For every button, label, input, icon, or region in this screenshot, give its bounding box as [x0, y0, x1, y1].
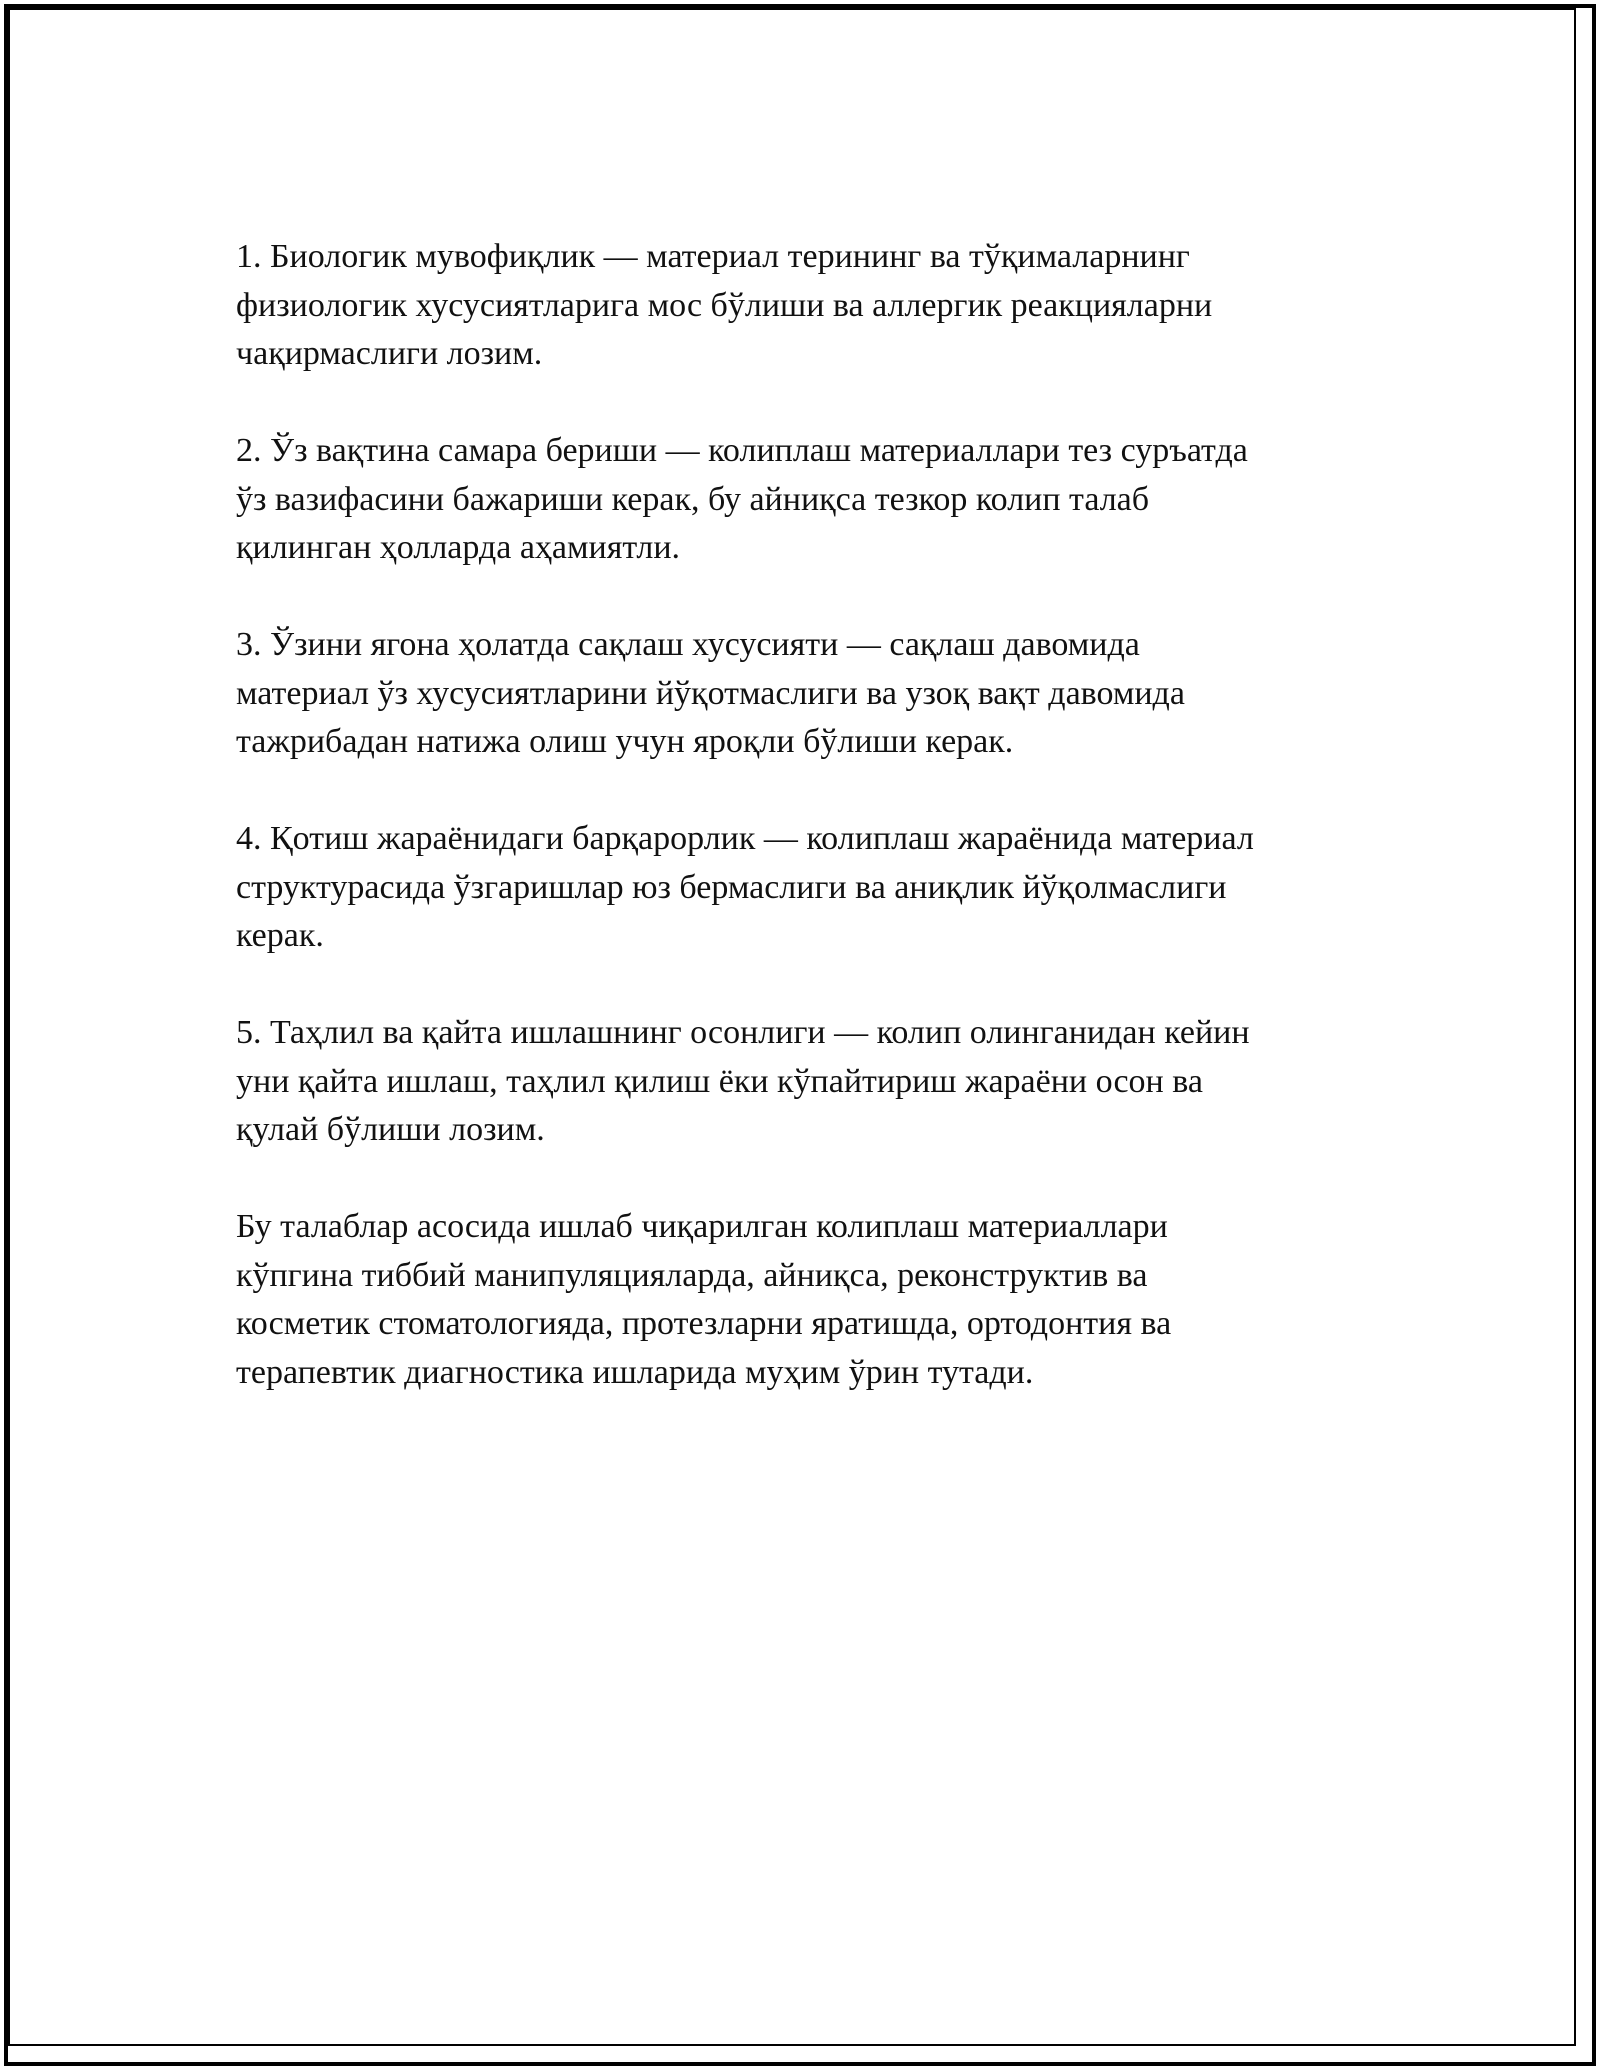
- text-line: Бу талаблар асосида ишлаб чиқарилган колиплаш материаллари: [236, 1208, 1168, 1245]
- text-line: қулай бўлиши лозим.: [236, 1111, 545, 1148]
- text-line: тажрибадан натижа олиш учун яроқли бўлиши керак.: [236, 723, 1014, 760]
- text-line: 5. Таҳлил ва қайта ишлашнинг осонлиги — колип олинганидан кейин: [236, 1014, 1250, 1051]
- text-line: керак.: [236, 917, 324, 954]
- text-line: 2. Ўз вақтина самара бериши — колиплаш материаллари тез суръатда: [236, 432, 1248, 469]
- paragraph-requirement-3: [236, 621, 1356, 767]
- text-line: кўпгина тиббий манипуляцияларда, айниқса, реконструктив ва: [236, 1256, 1148, 1294]
- paragraph-requirement-1: [236, 233, 1356, 379]
- text-line: уни қайта ишлаш, таҳлил қилиш ёки кўпайтириш жараёни осон ва: [236, 1062, 1203, 1100]
- text-line: косметик стоматологияда, протезларни яратишда, ортодонтия ва: [236, 1305, 1172, 1342]
- text-line: терапевтик диагностика ишларида муҳим ўрин тутади.: [236, 1353, 1034, 1391]
- text-line: 3. Ўзини ягона ҳолатда сақлаш хусусияти — сақлаш давомида: [236, 626, 1140, 663]
- text-line: 4. Қотиш жараёнидаги барқарорлик — колиплаш жараёнида материал: [236, 820, 1254, 857]
- document-body: [236, 233, 1356, 1397]
- paragraph-requirement-4: [236, 815, 1356, 961]
- paragraph-conclusion: [236, 1203, 1356, 1397]
- paragraph-requirement-2: [236, 427, 1356, 573]
- text-line: қилинган ҳолларда аҳамиятли.: [236, 529, 681, 566]
- text-line: 1. Биологик мувофиқлик — материал терининг ва тўқималарнинг: [236, 238, 1190, 275]
- text-line: структурасида ўзгаришлар юз бермаслиги ва аниқлик йўқолмаслиги: [236, 868, 1227, 906]
- text-line: ўз вазифасини бажариши керак, бу айниқса тезкор колип талаб: [236, 480, 1150, 518]
- paragraph-requirement-5: [236, 1009, 1356, 1155]
- text-line: физиологик хусусиятларига мос бўлиши ва аллергик реакцияларни: [236, 286, 1213, 324]
- text-line: чақирмаслиги лозим.: [236, 335, 543, 372]
- text-line: материал ўз хусусиятларини йўқотмаслиги ва узоқ вақт давомида: [236, 674, 1185, 712]
